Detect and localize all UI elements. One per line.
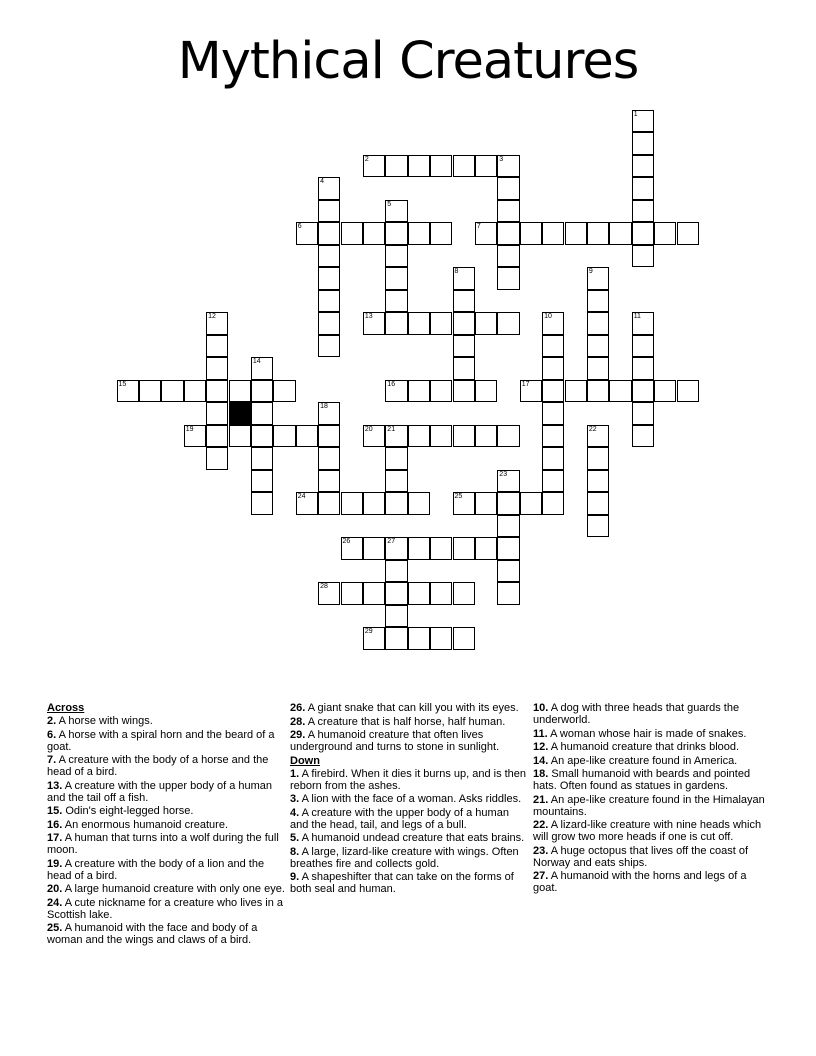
grid-cell[interactable] (453, 537, 475, 560)
grid-cell[interactable] (430, 380, 452, 403)
clue-number: 9. (290, 871, 300, 883)
cell-number: 1 (633, 110, 638, 118)
grid-cell[interactable] (206, 335, 228, 358)
clue-number: 19. (47, 857, 63, 870)
grid-cell[interactable] (453, 267, 475, 290)
grid-cell[interactable] (497, 560, 519, 583)
clue-down (533, 870, 771, 894)
cell-number: 18 (320, 403, 328, 410)
clue-number: 17. (47, 832, 63, 844)
cell-number: 22 (588, 425, 597, 433)
grid-cell[interactable] (654, 222, 676, 245)
grid-cell[interactable] (677, 222, 699, 245)
grid-cell[interactable] (385, 200, 407, 223)
clue-number: 26. (290, 702, 306, 714)
grid-cell[interactable] (206, 425, 228, 448)
grid-cell[interactable] (497, 222, 519, 245)
clue-number: 20. (47, 883, 63, 895)
grid-cell[interactable] (184, 380, 206, 403)
cell-number: 14 (252, 358, 261, 365)
cell-number: 16 (387, 380, 396, 388)
clue-number: 18. (533, 768, 549, 780)
grid-cell[interactable] (565, 222, 587, 245)
clue-down (533, 794, 771, 818)
grid-cell[interactable] (453, 582, 475, 605)
clue-text: A firebird. When it dies it burns up, and is then reborn from the ashes. (290, 767, 527, 792)
clue-across (47, 780, 285, 804)
cell-number: 28 (320, 583, 328, 590)
clue-down (533, 741, 771, 753)
clue-number: 22. (533, 819, 549, 831)
clue-text: A creature with the body of a horse and the head of a bird. (47, 754, 269, 778)
clue-down (533, 755, 771, 767)
grid-cell[interactable] (475, 312, 497, 335)
grid-cell[interactable] (430, 537, 452, 560)
cell-number: 27 (387, 538, 396, 545)
grid-cell[interactable] (453, 627, 475, 650)
grid-cell[interactable] (408, 582, 430, 605)
clue-text: Odin's eight-legged horse. (65, 805, 194, 817)
grid-cell[interactable] (318, 335, 340, 358)
grid-cell[interactable] (453, 312, 475, 335)
clue-across (47, 883, 285, 895)
grid-cell[interactable] (497, 312, 519, 335)
grid-cell[interactable] (385, 425, 407, 448)
clue-down (290, 846, 528, 870)
grid-cell[interactable] (430, 312, 452, 335)
grid-cell[interactable] (587, 222, 609, 245)
grid-cell[interactable] (363, 537, 385, 560)
clues-column-1 (47, 702, 285, 948)
grid-cell[interactable] (632, 155, 654, 178)
grid-cell[interactable] (497, 177, 519, 200)
clue-down (290, 768, 528, 792)
grid-cell[interactable] (587, 312, 609, 335)
grid-cell[interactable] (453, 425, 475, 448)
grid-cell[interactable] (408, 537, 430, 560)
grid-cell[interactable] (408, 155, 430, 178)
grid-cell[interactable] (385, 605, 407, 628)
grid-cell[interactable] (341, 492, 363, 515)
grid-cell[interactable] (206, 447, 228, 470)
cell-number: 25 (454, 493, 463, 500)
clue-number: 3. (290, 793, 300, 805)
clue-text: An ape-like creature found in the Himalayan mountains. (533, 793, 765, 818)
clue-number: 1. (290, 767, 300, 780)
grid-cell[interactable] (385, 560, 407, 583)
grid-cell[interactable] (385, 470, 407, 493)
cell-number: 24 (297, 493, 306, 500)
grid-cell[interactable] (318, 245, 340, 268)
clue-text: A lion with the face of a woman. Asks riddles. (301, 793, 522, 805)
grid-cell[interactable] (542, 222, 564, 245)
down-heading: Down (290, 754, 320, 767)
clue-across (47, 897, 285, 921)
grid-cell[interactable] (385, 627, 407, 650)
grid-cell[interactable] (385, 380, 407, 403)
grid-cell[interactable] (587, 492, 609, 515)
clue-text: A giant snake that can kill you with its eyes. (307, 702, 519, 714)
clue-number: 29. (290, 729, 306, 741)
grid-cell[interactable] (385, 245, 407, 268)
grid-cell[interactable] (229, 425, 251, 448)
clue-across (47, 754, 285, 778)
cell-number: 15 (118, 380, 127, 388)
clue-text: A creature with the upper body of a human and the tail off a fish. (47, 779, 273, 804)
grid-cell[interactable] (251, 402, 273, 425)
grid-cell[interactable] (318, 402, 340, 425)
grid-cell[interactable] (430, 425, 452, 448)
grid-cell[interactable] (363, 582, 385, 605)
grid-cell[interactable] (453, 335, 475, 358)
grid-cell[interactable] (296, 425, 318, 448)
cell-number: 11 (633, 313, 641, 320)
grid-cell[interactable] (475, 380, 497, 403)
clue-text: A woman whose hair is made of snakes. (550, 727, 747, 740)
grid-cell[interactable] (251, 447, 273, 470)
cell-number: 10 (544, 313, 552, 320)
clue-number: 5. (290, 832, 300, 844)
clue-number: 11. (533, 727, 548, 740)
cell-number: 13 (364, 313, 373, 320)
grid-cell[interactable] (273, 425, 295, 448)
grid-cell[interactable] (318, 177, 340, 200)
grid-cell[interactable] (318, 290, 340, 313)
grid-cell[interactable] (161, 380, 183, 403)
clue-text: A humanoid with the horns and legs of a goat. (533, 870, 747, 894)
grid-cell[interactable] (453, 380, 475, 403)
grid-cell[interactable] (497, 470, 519, 493)
page-title: Mythical Creatures (177, 32, 639, 91)
clue-number: 28. (290, 715, 306, 728)
grid-cell[interactable] (497, 425, 519, 448)
grid-cell[interactable] (565, 380, 587, 403)
grid-cell[interactable] (497, 200, 519, 223)
grid-cell[interactable] (408, 312, 430, 335)
grid-cell[interactable] (453, 357, 475, 380)
grid-cell[interactable] (677, 380, 699, 403)
clue-down (533, 768, 771, 792)
clue-text: A humanoid undead creature that eats brains. (301, 832, 525, 844)
grid-cell[interactable] (542, 402, 564, 425)
grid-cell[interactable] (363, 492, 385, 515)
clue-text: A dog with three heads that guards the underworld. (533, 702, 740, 726)
clue-text: Small humanoid with beards and pointed hats. Often found as statues in gardens. (533, 768, 751, 792)
clue-down (533, 728, 771, 740)
clue-across (290, 716, 528, 728)
clue-text: A creature that is half horse, half human. (307, 715, 506, 728)
clue-number: 27. (533, 870, 549, 882)
cell-number: 8 (454, 268, 459, 275)
cell-number: 3 (499, 155, 504, 163)
clue-text: A human that turns into a wolf during the full moon. (47, 832, 279, 856)
grid-cell[interactable] (318, 312, 340, 335)
grid-cell[interactable] (587, 447, 609, 470)
grid-cell[interactable] (408, 627, 430, 650)
clue-text: A humanoid creature that drinks blood. (550, 741, 740, 753)
cell-number: 2 (364, 155, 369, 163)
clue-number: 6. (47, 728, 57, 741)
clues-column-2 (290, 702, 528, 897)
grid-cell[interactable] (587, 470, 609, 493)
grid-cell[interactable] (475, 155, 497, 178)
cell-number: 26 (342, 538, 351, 545)
grid-cell[interactable] (408, 222, 430, 245)
clue-text: A large, lizard-like creature with wings. Often breathes fire and collects gold. (290, 845, 519, 870)
clue-text: A humanoid with the face and body of a woman and the wings and claws of a bird. (47, 922, 258, 946)
cell-number: 19 (185, 425, 194, 433)
grid-cell[interactable] (251, 357, 273, 380)
grid-cell[interactable] (632, 177, 654, 200)
cell-number: 5 (387, 200, 392, 208)
grid-cell[interactable] (318, 267, 340, 290)
grid-cell[interactable] (385, 447, 407, 470)
grid-cell[interactable] (206, 357, 228, 380)
grid-cell[interactable] (363, 627, 385, 650)
grid-cell[interactable] (251, 425, 273, 448)
clue-across (47, 805, 285, 817)
clue-number: 21. (533, 793, 549, 806)
grid-cell[interactable] (385, 537, 407, 560)
grid-cell[interactable] (408, 425, 430, 448)
clue-down (533, 702, 771, 726)
grid-cell[interactable] (385, 155, 407, 178)
clue-down (290, 793, 528, 805)
cell-number: 20 (364, 425, 373, 433)
clue-across (47, 819, 285, 831)
grid-cell[interactable] (251, 492, 273, 515)
grid-cell[interactable] (497, 582, 519, 605)
clue-text: A horse with a spiral horn and the beard of a goat. (47, 728, 275, 753)
grid-cell[interactable] (318, 470, 340, 493)
grid-cell[interactable] (117, 380, 139, 403)
clue-number: 15. (47, 805, 63, 817)
clue-number: 23. (533, 844, 549, 857)
grid-cell[interactable] (475, 537, 497, 560)
clue-down (533, 845, 771, 869)
grid-cell[interactable] (453, 290, 475, 313)
clue-across (47, 715, 285, 727)
grid-cell[interactable] (632, 245, 654, 268)
cell-number: 12 (208, 313, 216, 320)
grid-cell[interactable] (587, 290, 609, 313)
cell-number: 4 (320, 178, 324, 185)
grid-cell[interactable] (497, 492, 519, 515)
grid-cell[interactable] (497, 155, 519, 178)
clue-across (47, 922, 285, 946)
clue-number: 2. (47, 715, 57, 727)
grid-cell[interactable] (251, 380, 273, 403)
clue-text: A creature with the upper body of a human and the head, tail, and legs of a bull. (290, 806, 509, 831)
grid-cell[interactable] (632, 132, 654, 155)
grid-cell[interactable] (385, 312, 407, 335)
clue-number: 24. (47, 896, 63, 909)
grid-cell[interactable] (609, 380, 631, 403)
black-square (229, 402, 251, 425)
grid-cell[interactable] (497, 515, 519, 538)
grid-cell[interactable] (520, 222, 542, 245)
grid-cell[interactable] (542, 470, 564, 493)
grid-cell[interactable] (229, 380, 251, 403)
grid-cell[interactable] (587, 335, 609, 358)
grid-cell[interactable] (542, 380, 564, 403)
clue-text: A horse with wings. (58, 715, 153, 727)
clue-across (290, 702, 528, 714)
clue-across (47, 858, 285, 882)
clue-down (533, 819, 771, 843)
cell-number: 17 (521, 380, 530, 388)
grid-cell[interactable] (363, 222, 385, 245)
clue-text: A creature with the body of a lion and the head of a bird. (47, 857, 265, 882)
clue-down (290, 871, 528, 895)
clue-text: A large humanoid creature with only one eye. (64, 883, 285, 895)
grid-cell[interactable] (542, 492, 564, 515)
grid-cell[interactable] (363, 425, 385, 448)
grid-cell[interactable] (206, 380, 228, 403)
clue-text: A shapeshifter that can take on the forms of both seal and human. (290, 871, 514, 895)
grid-cell[interactable] (542, 425, 564, 448)
grid-cell[interactable] (632, 222, 654, 245)
grid-cell[interactable] (430, 627, 452, 650)
across-heading: Across (47, 702, 85, 714)
grid-cell[interactable] (363, 155, 385, 178)
grid-cell[interactable] (363, 312, 385, 335)
grid-cell[interactable] (184, 425, 206, 448)
grid-cell[interactable] (542, 447, 564, 470)
grid-cell[interactable] (542, 312, 564, 335)
grid-cell[interactable] (520, 380, 542, 403)
clue-text: An ape-like creature found in America. (550, 754, 738, 767)
grid-cell[interactable] (385, 492, 407, 515)
grid-cell[interactable] (632, 402, 654, 425)
clue-number: 12. (533, 741, 549, 753)
grid-cell[interactable] (497, 245, 519, 268)
grid-cell[interactable] (408, 492, 430, 515)
grid-cell[interactable] (251, 470, 273, 493)
grid-cell[interactable] (475, 425, 497, 448)
grid-cell[interactable] (296, 492, 318, 515)
clue-number: 8. (290, 845, 300, 858)
clue-text: A humanoid creature that often lives underground and turns to stone in sunlight. (290, 729, 500, 753)
grid-cell[interactable] (430, 582, 452, 605)
grid-cell[interactable] (632, 335, 654, 358)
grid-cell[interactable] (296, 222, 318, 245)
grid-cell[interactable] (341, 582, 363, 605)
grid-cell[interactable] (453, 155, 475, 178)
cell-number: 23 (499, 470, 508, 478)
grid-cell[interactable] (587, 425, 609, 448)
clue-number: 10. (533, 702, 549, 714)
cell-number: 6 (297, 223, 302, 230)
grid-cell[interactable] (632, 425, 654, 448)
cell-number: 9 (588, 268, 593, 275)
grid-cell[interactable] (497, 267, 519, 290)
cell-number: 21 (387, 425, 396, 433)
grid-cell[interactable] (430, 222, 452, 245)
grid-cell[interactable] (430, 155, 452, 178)
cell-number: 29 (364, 628, 373, 635)
clue-across (290, 729, 528, 753)
grid-cell[interactable] (632, 357, 654, 380)
grid-cell[interactable] (587, 380, 609, 403)
clue-number: 16. (47, 818, 63, 831)
grid-cell[interactable] (587, 267, 609, 290)
grid-cell[interactable] (654, 380, 676, 403)
grid-cell[interactable] (497, 537, 519, 560)
clue-text: A lizard-like creature with nine heads which will grow two more heads if one is cut off. (533, 819, 762, 843)
grid-cell[interactable] (385, 222, 407, 245)
grid-cell[interactable] (318, 582, 340, 605)
grid-cell[interactable] (385, 267, 407, 290)
grid-cell[interactable] (542, 335, 564, 358)
grid-cell[interactable] (341, 537, 363, 560)
clue-number: 25. (47, 922, 63, 934)
clue-text: A cute nickname for a creature who lives in a Scottish lake. (47, 896, 284, 921)
grid-cell[interactable] (609, 222, 631, 245)
grid-cell[interactable] (632, 110, 654, 133)
grid-cell[interactable] (385, 290, 407, 313)
grid-cell[interactable] (318, 492, 340, 515)
grid-cell[interactable] (475, 492, 497, 515)
clue-across (47, 729, 285, 753)
grid-cell[interactable] (542, 357, 564, 380)
cell-number: 7 (476, 223, 481, 230)
clue-down (290, 807, 528, 831)
grid-cell[interactable] (587, 357, 609, 380)
grid-cell[interactable] (341, 222, 363, 245)
grid-cell[interactable] (475, 222, 497, 245)
grid-cell[interactable] (520, 492, 542, 515)
grid-cell[interactable] (273, 380, 295, 403)
grid-cell[interactable] (318, 425, 340, 448)
clue-text: A huge octopus that lives off the coast of Norway and eats ships. (533, 844, 749, 869)
clue-down (290, 832, 528, 844)
grid-cell[interactable] (587, 515, 609, 538)
grid-cell[interactable] (385, 582, 407, 605)
clue-number: 14. (533, 754, 549, 767)
grid-cell[interactable] (139, 380, 161, 403)
grid-cell[interactable] (318, 222, 340, 245)
grid-cell[interactable] (408, 380, 430, 403)
clue-number: 7. (47, 754, 57, 766)
clues-column-3 (533, 702, 771, 896)
grid-cell[interactable] (206, 402, 228, 425)
grid-cell[interactable] (206, 312, 228, 335)
grid-cell[interactable] (318, 447, 340, 470)
grid-cell[interactable] (453, 492, 475, 515)
clue-number: 13. (47, 779, 63, 792)
clue-text: An enormous humanoid creature. (64, 818, 229, 831)
clue-number: 4. (290, 806, 300, 819)
grid-cell[interactable] (632, 380, 654, 403)
grid-cell[interactable] (318, 200, 340, 223)
clue-across (47, 832, 285, 856)
grid-cell[interactable] (632, 200, 654, 223)
grid-cell[interactable] (632, 312, 654, 335)
